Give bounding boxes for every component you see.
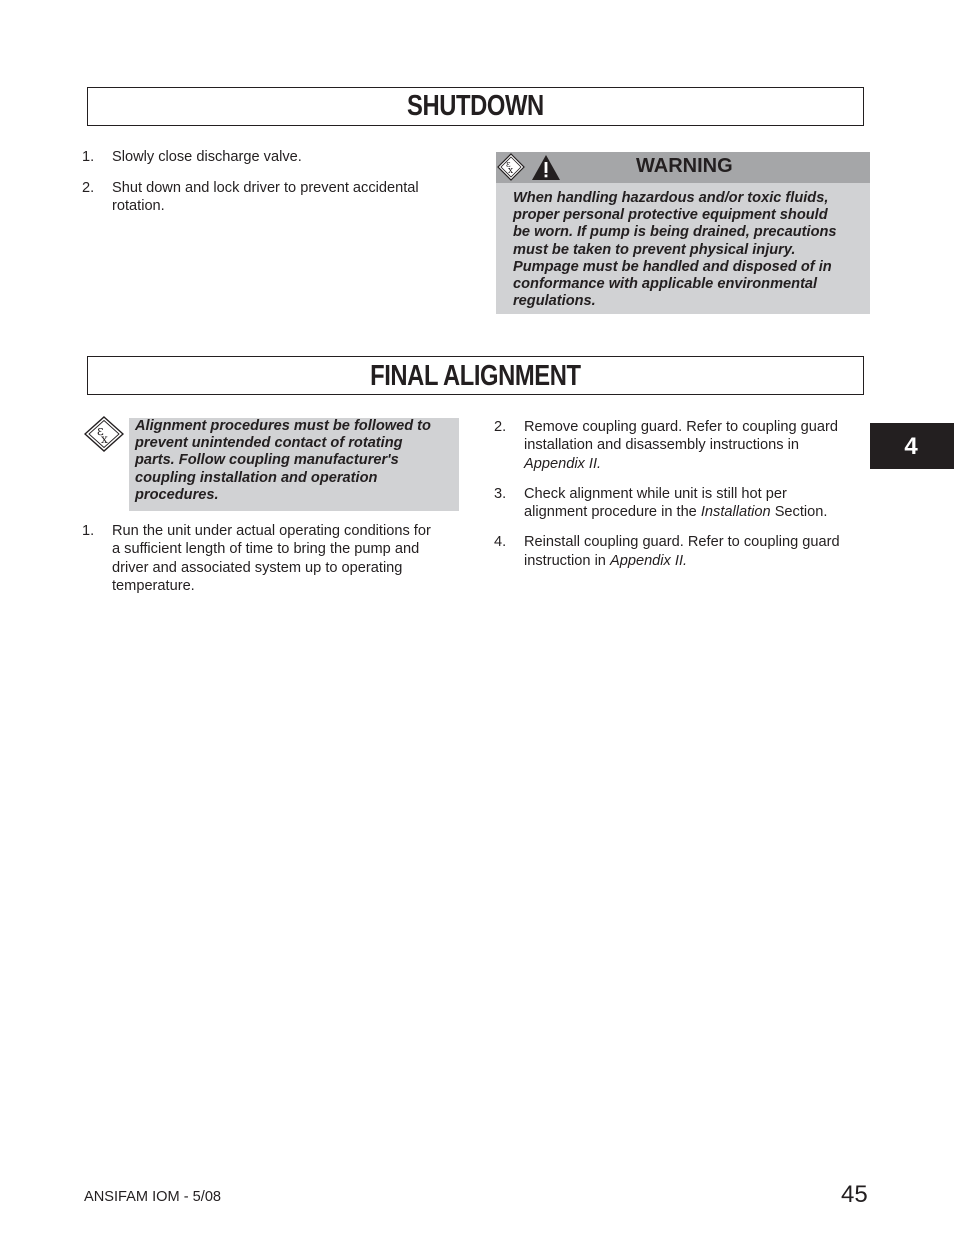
exclamation-triangle-icon — [531, 154, 561, 181]
ex-explosion-proof-icon — [84, 416, 124, 452]
footer-doc-id: ANSIFAM IOM - 5/08 — [84, 1189, 222, 1205]
warning-text: When handling hazardous and/or toxic fluids, proper personal protective equipment should be worn. If pump is being drained, precautions must be taken to prevent physical injury. Pumpage must be handled and disposed of in conformance with applicable environmental regulations. — [513, 190, 837, 310]
alignment-notice-box — [129, 418, 459, 511]
svg-text:ε: ε — [506, 160, 511, 170]
page-number: 45 — [841, 1181, 868, 1208]
final-alignment-section-title: FINAL ALIGNMENT — [87, 356, 864, 395]
alignment-notice-text: Alignment procedures must be followed to prevent unintended contact of rotating parts. Follow coupling manufacturer's coupling installation and operation procedures. — [135, 418, 431, 503]
warning-label: WARNING — [636, 155, 733, 177]
warning-header — [496, 152, 870, 183]
svg-text:x: x — [508, 166, 514, 176]
chapter-tab: 4 — [870, 423, 954, 469]
svg-text:x: x — [101, 432, 108, 446]
shutdown-section-title: SHUTDOWN — [87, 87, 864, 126]
warning-box — [496, 152, 870, 314]
ex-explosion-proof-icon — [497, 153, 525, 181]
svg-text:ε: ε — [97, 424, 104, 439]
